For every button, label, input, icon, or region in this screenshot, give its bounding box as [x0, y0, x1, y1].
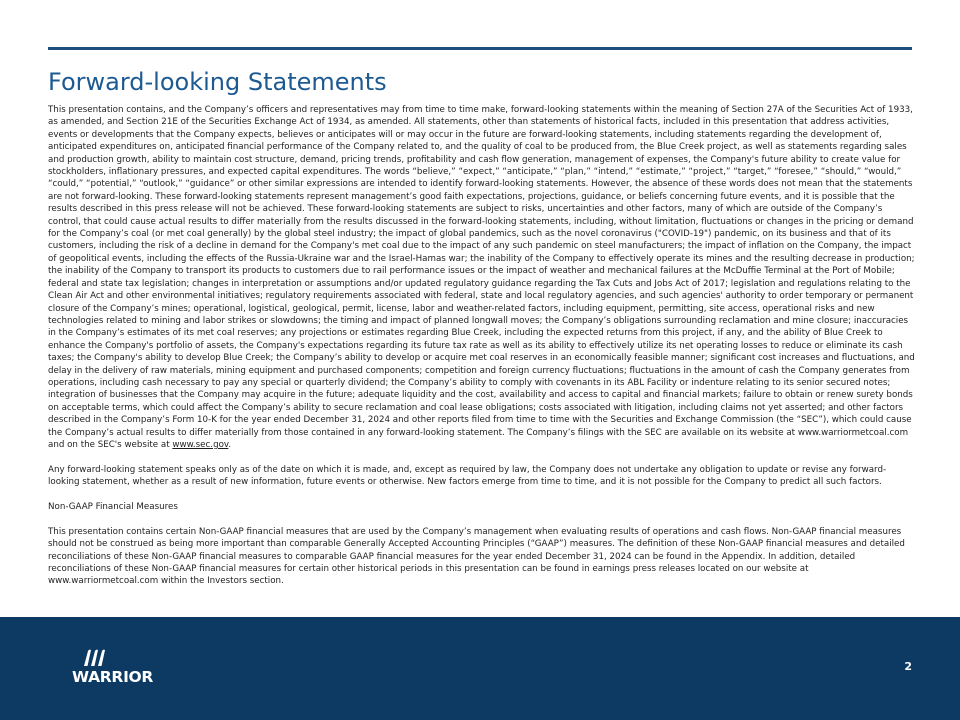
logo-wordmark: WARRIOR	[72, 668, 154, 686]
non-gaap-paragraph: This presentation contains certain Non-GAAP financial measures that are used by the Company’s management when evaluating results of operations and cash flows. Non-GAAP financial measures should not be construed as being more important than comparable Generally Accepted Accounting Principles (“GAAP”) measures. The definition of these Non-GAAP financial measures and detailed reconciliations of these Non-GAAP financial measures to comparable GAAP financial measures for the year ended December 31, 2024 can be found in the Appendix. In addition, detailed reconciliations of these Non-GAAP financial measures for certain other historical periods in this presentation can be found in earnings press releases located on our website at www.warriormetcoal.com within the Investors section.	[48, 526, 905, 587]
page-title: Forward-looking Statements	[48, 68, 387, 96]
warrior-logo	[72, 648, 172, 688]
forward-looking-paragraph	[48, 104, 916, 451]
update-obligation-paragraph: Any forward-looking statement speaks only as of the date on which it is made, and, except as required by law, the Company does not undertake any obligation to update or revise any forward-looking statement, whether as a result of new information, future events or otherwise. New factors emerge from time to time, and it is not possible for the Company to predict all such factors.	[48, 464, 887, 488]
header-rule	[48, 47, 912, 50]
forward-looking-text: This presentation contains, and the Company’s officers and representatives may from time to time make, forward-looking statements within the meaning of Section 27A of the Securities Act of 1933, as amended, and Section 21E of the Securities Exchange Act of 1934, as amended. All statements, other than statements of historical facts, included in this presentation that address activities, events or developments that the Company expects, believes or anticipates will or may occur in the future are forward-looking statements, including statements regarding the development of, anticipated expenditures on, anticipated financial performance of the Company related to, and the quality of coal to be produced from, the Blue Creek project, as well as statements regarding sales and production growth, ability to maintain cost structure, demand, pricing trends, profitability and cash flow generation, management of expenses, the Company's future ability to create value for stockholders, inflationary pressures, and expected capital expenditures. The words “believe,” “expect,” “anticipate,” “plan,” “intend,” “estimate,” “project,” “target,” “foresee,” “should,” “would,” “could,” “potential,” “outlook,” “guidance” or other similar expressions are intended to identify forward-looking statements. However, the absence of these words does not mean that the statements are not forward-looking. These forward-looking statements represent management’s good faith expectations, projections, guidance, or beliefs concerning future events, and it is possible that the results described in this press release will not be achieved. These forward-looking statements are subject to risks, uncertainties and other factors, many of which are outside of the Company’s control, that could cause actual results to differ materially from the results discussed in the forward-looking statements, including, without limitation, fluctuations or changes in the pricing or demand for the Company’s coal (or met coal generally) by the global steel industry; the impact of global pandemics, such as the novel coronavirus ("COVID-19") pandemic, on its business and that of its customers, including the risk of a decline in demand for the Company's met coal due to the impact of any such pandemic on steel manufacturers; the impact of inflation on the Company, the impact of geopolitical events, including the effects of the Russia-Ukraine war and the Israel-Hamas war; the inability of the Company to effectively operate its mines and the resulting decrease in production; the inability of the Company to transport its products to customers due to rail performance issues or the impact of weather and mechanical failures at the McDuffie Terminal at the Port of Mobile; federal and state tax legislation; changes in interpretation or assumptions and/or updated regulatory guidance regarding the Tax Cuts and Jobs Act of 2017; legislation and regulations relating to the Clean Air Act and other environmental initiatives; regulatory requirements associated with federal, state and local regulatory agencies, and such agencies' authority to order temporary or permanent closure of the Company’s mines; operational, logistical, geological, permit, license, labor and weather-related factors, including equipment, permitting, site access, operational risks and new technologies related to mining and labor strikes or slowdowns; the timing and impact of planned longwall moves; the Company’s obligations surrounding reclamation and mine closure; inaccuracies in the Company’s estimates of its met coal reserves; any projections or estimates regarding Blue Creek, including the expected returns from this project, if any, and the ability of Blue Creek to enhance the Company's portfolio of assets, the Company's expectations regarding its future tax rate as well as its ability to effectively utilize its net operating losses to reduce or eliminate its cash taxes; the Company's ability to develop Blue Creek; the Company’s ability to develop or acquire met coal reserves in an economically feasible manner; significant cost increases and fluctuations, and delay in the delivery of raw materials, mining equipment and purchased components; competition and foreign currency fluctuations; fluctuations in the amount of cash the Company generates from operations, including cash necessary to pay any special or quarterly dividend; the Company’s ability to comply with covenants in its ABL Facility or indenture relating to its senior secured notes; integration of businesses that the Company may acquire in the future; adequate liquidity and the cost, availability and access to capital and financial markets; failure to obtain or renew surety bonds on acceptable terms, which could affect the Company’s ability to secure reclamation and coal lease obligations; costs associated with litigation, including claims not yet asserted; and other factors described in the Company’s Form 10-K for the year ended December 31, 2024 and other reports filed from time to time with the Securities and Exchange Commission (the “SEC”), which could cause the Company’s actual results to differ materially from those contained in any forward-looking statement. The Company’s filings with the SEC are available on its website at www.warriormetcoal.com and on the SEC's website at	[48, 105, 915, 450]
warrior-logo-mark-icon	[72, 648, 172, 668]
non-gaap-heading: Non-GAAP Financial Measures	[48, 501, 178, 512]
sec-website-link[interactable]: www.sec.gov	[172, 439, 229, 450]
paragraph-end: .	[228, 439, 232, 450]
disclaimer-body	[48, 104, 916, 588]
page-number: 2	[904, 660, 912, 673]
